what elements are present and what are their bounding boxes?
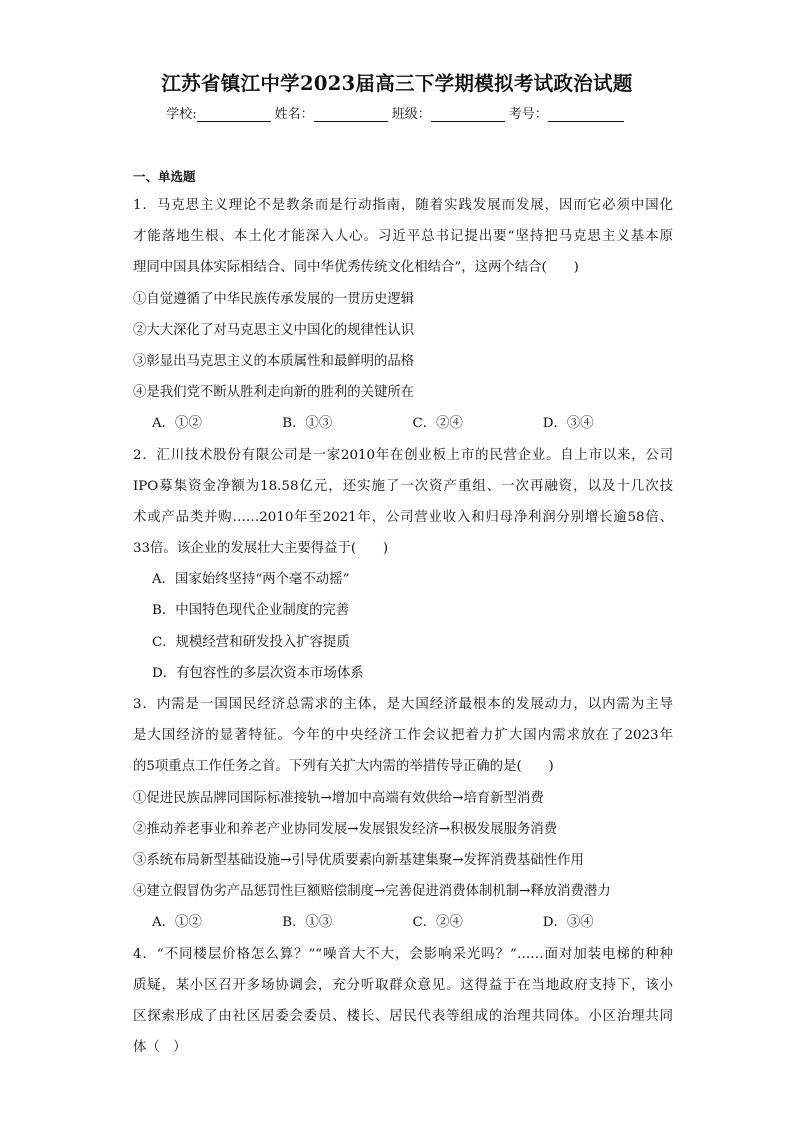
question-4-line: 体（ ） [133,1040,187,1056]
choice-b[interactable]: B．①③ [282,915,333,931]
question-4-line: 质疑，某小区召开多场协调会，充分听取群众意见。这得益于在当地政府支持下，该小 [133,977,673,993]
question-2-option-b[interactable]: B．中国特色现代企业制度的完善 [152,603,350,619]
question-1-statement: ③彰显出马克思主义的本质属性和最鲜明的品格 [133,353,415,369]
questions-body [133,190,673,1063]
page-title: 江苏省镇江中学2023届高三下学期模拟考试政治试题 [161,72,633,95]
student-info-line [0,103,794,122]
question-3-statement: ④建立假冒伪劣产品惩罚性巨额赔偿制度→完善促进消费体制机制→释放消费潜力 [133,884,611,900]
school-blank[interactable] [197,109,271,122]
choice-a[interactable]: A．①② [152,416,202,432]
choice-a[interactable]: A．①② [152,915,202,931]
question-2-line: 术或产品类并购……2010年至2021年，公司营业收入和归母净利润分别增长逾58倍、 [133,509,673,525]
question-1-statement: ②大大深化了对马克思主义中国化的规律性认识 [133,322,415,338]
class-blank[interactable] [431,109,505,122]
exam-number-blank[interactable] [548,109,624,122]
question-1-line: 才能落地生根、本土化才能深入人心。习近平总书记提出要“坚持把马克思主义基本原 [133,229,673,245]
question-1-statement: ①自觉遵循了中华民族传承发展的一贯历史逻辑 [133,291,415,307]
name-blank[interactable] [314,109,388,122]
question-1-choices [133,408,673,439]
choice-c[interactable]: C．②④ [412,416,463,432]
question-3-line: 是大国经济的显著特征。今年的中央经济工作会议把着力扩大国内需求放在了2023年 [133,728,673,744]
question-3-statement: ①促进民族品牌同国际标准接轨→增加中高端有效供给→培育新型消费 [133,790,544,806]
choice-c[interactable]: C．②④ [412,915,463,931]
choice-b[interactable]: B．①③ [282,416,333,432]
school-label: 学校: [166,107,197,122]
question-3-line: 的5项重点工作任务之首。下列有关扩大内需的举措传导正确的是( ) [133,759,554,775]
question-2-option-d[interactable]: D．有包容性的多层次资本市场体系 [152,665,364,681]
section-heading: 一、单选题 [133,169,196,184]
name-label: 姓名： [274,107,314,122]
choice-d[interactable]: D．③④ [542,915,594,931]
question-2-line: 33倍。该企业的发展壮大主要得益于( ) [133,541,389,557]
exam-number-label: 考号： [508,107,548,122]
question-3-statement: ②推动养老事业和养老产业协同发展→发展银发经济→积极发展服务消费 [133,821,558,837]
question-2-line: IPO募集资金净额为18.58亿元，还实施了一次资产重组、一次再融资，以及十几次技 [133,478,673,494]
choice-d[interactable]: D．③④ [542,416,594,432]
question-2-option-a[interactable]: A．国家始终坚持“两个毫不动摇” [152,572,350,588]
question-3-line: 3．内需是一国国民经济总需求的主体，是大国经济最根本的发展动力，以内需为主导 [133,697,673,712]
question-4-line: 4．“不同楼层价格怎么算？”“噪音大不大，会影响采光吗？”……面对加装电梯的种种 [133,946,673,962]
question-1-statement: ④是我们党不断从胜利走向新的胜利的关键所在 [133,385,415,401]
question-3-choices [133,907,673,938]
question-1-line: 理同中国具体实际相结合、同中华优秀传统文化相结合”，这两个结合( ) [133,260,579,276]
question-1-line: 1．马克思主义理论不是教条而是行动指南，随着实践发展而发展，因而它必须中国化 [133,198,673,213]
question-3-statement: ③系统布局新型基础设施→引导优质要素向新基建集聚→发挥消费基础性作用 [133,852,584,868]
question-2-option-c[interactable]: C．规模经营和研发投入扩容提质 [152,634,350,650]
class-label: 班级： [391,107,431,122]
question-4-line: 区探索形成了由社区居委会委员、楼长、居民代表等组成的治理共同体。小区治理共同 [133,1008,673,1024]
question-2-line: 2．汇川技术股份有限公司是一家2010年在创业板上市的民营企业。自上市以来，公司 [133,447,673,463]
